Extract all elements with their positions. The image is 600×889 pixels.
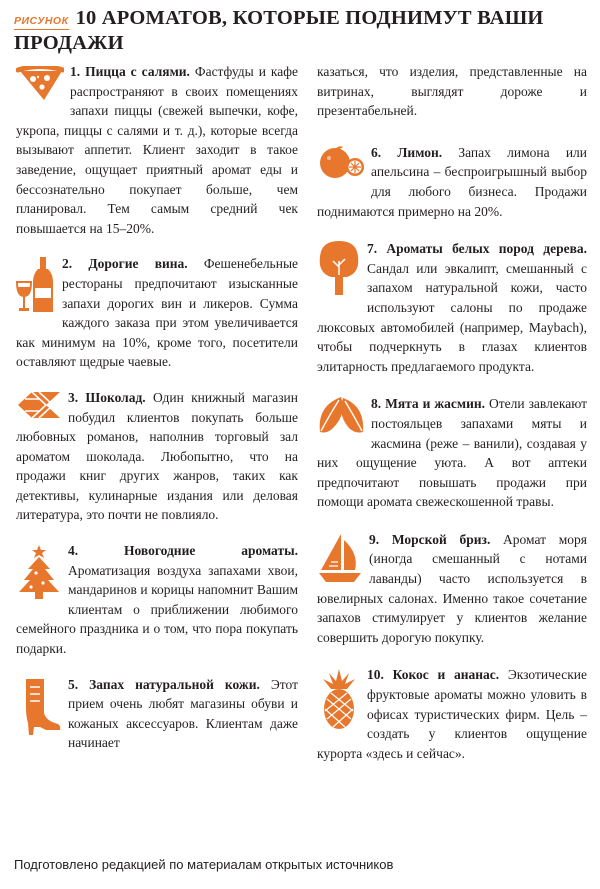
item-text: Экзотические фруктовые ароматы можно уловить в офисах туристических фирм. Цель – создать у клиентов ощущение курорта «здесь и сейчас». xyxy=(317,667,587,761)
item-mint xyxy=(317,394,587,512)
item-pizza xyxy=(16,62,298,238)
item-title: 2. Дорогие вина. xyxy=(62,256,188,272)
leaf-icon xyxy=(317,394,365,436)
item-wine xyxy=(16,254,298,372)
item-text: Фешенебельные рестораны предпочитают изысканные запахи дорогих вин и ликеров. Сумма каждого заказа при этом увеличивается как минимум на 10%, кроме того, посетители оставляют щедрые чаевые. xyxy=(16,256,299,370)
item-title: 5. Запах натуральной кожи. xyxy=(68,676,260,692)
pineapple-icon xyxy=(317,667,361,731)
item-title: 4. Новогодние ароматы. xyxy=(68,543,298,559)
item-text: Отели завлекают постояльцев запахами мяты и жасмина (реже – ванили), создавая у них ощущение уюта. А вот аптеки предпочитают повышать продажи при помощи аромата свежескошенной травы. xyxy=(317,396,587,510)
tree-icon xyxy=(317,239,361,297)
item-leather-cont xyxy=(317,62,587,121)
footer-source: Подготовлено редакцией по материалам открытых источников xyxy=(14,857,394,872)
sailboat-icon xyxy=(317,532,363,584)
item-text: Сандал или эвкалипт, смешанный с запахом натуральной кожи, часто используют салоны по продаже люксовых автомобилей (например, Maybach), чтобы подчеркнуть в глазах клиентов элитарность предлагаемого продукта. xyxy=(317,260,587,374)
lemon-icon xyxy=(317,143,365,183)
item-text: Запах лимона или апельсина – беспроигрышный выбор для любого бизнеса. Продажи поднимаются примерно на 20%. xyxy=(317,144,588,219)
page-title-cont: ПРОДАЖИ xyxy=(14,32,124,54)
header xyxy=(14,6,592,56)
item-text: казаться, что изделия, представленные на витринах, выглядят дороже и презентабельней. xyxy=(317,64,587,119)
chocolate-icon xyxy=(16,390,62,420)
christmas-tree-icon xyxy=(16,543,62,601)
item-title: 9. Морской бриз. xyxy=(369,531,491,547)
item-newyear xyxy=(16,541,298,659)
item-text: Аромат моря (иногда смешанный с нотами лаванды) часто используется в ювелирных салонах. Именно такое сочетание запахов стимулирует у клиентов желание совершить дорогую покупку. xyxy=(317,531,587,645)
item-title: 10. Кокос и ананас. xyxy=(367,667,500,683)
boot-icon xyxy=(16,677,62,737)
item-title: 1. Пицца с салями. xyxy=(70,64,190,79)
item-leather xyxy=(16,675,298,753)
wine-icon xyxy=(16,256,56,314)
item-wood xyxy=(317,239,587,376)
item-title: 8. Мята и жасмин. xyxy=(371,396,486,412)
left-column xyxy=(16,62,298,753)
figure-label: РИСУНОК xyxy=(14,15,69,27)
item-text: Фастфуды и кафе распространяют в своих помещениях запахи пиццы (свежей выпечки, кофе, укропа, пиццы с салями и т. д.), которые всегда вызывают аппетит. Клиент заходит в такое заведение, ощущает приятный аромат еды и бессознательно покупает больше, чем планировал. Тем самым средний чек повышается на 15–20%. xyxy=(16,64,298,236)
item-text: Этот прием очень любят магазины обуви и кожаных аксессуаров. Клиентам даже начинает xyxy=(68,676,298,751)
right-column xyxy=(317,62,587,763)
item-title: 7. Ароматы белых пород дерева. xyxy=(367,241,587,257)
item-title: 3. Шоколад. xyxy=(68,389,146,405)
item-chocolate xyxy=(16,388,298,525)
pizza-icon xyxy=(16,66,64,102)
item-lemon xyxy=(317,143,587,221)
item-text: Ароматизация воздуха запахами хвои, мандаринов и корицы напомнит Вашим клиентам о приближении любимого семейного праздника и о том, что пора покупать подарки. xyxy=(16,562,298,657)
item-sea xyxy=(317,530,587,648)
item-title: 6. Лимон. xyxy=(371,144,443,160)
item-text: Один книжный магазин побудил клиентов покупать больше любовных романов, наполнив торговый зал ароматом шоколада. Любопытно, что на продажи книг других жанров, таких как детективы, кулинарные издания или деловая литература, это почти не повлияло. xyxy=(16,389,299,523)
page-title: 10 АРОМАТОВ, КОТОРЫЕ ПОДНИМУТ ВАШИ xyxy=(75,7,544,29)
item-coconut xyxy=(317,665,587,763)
